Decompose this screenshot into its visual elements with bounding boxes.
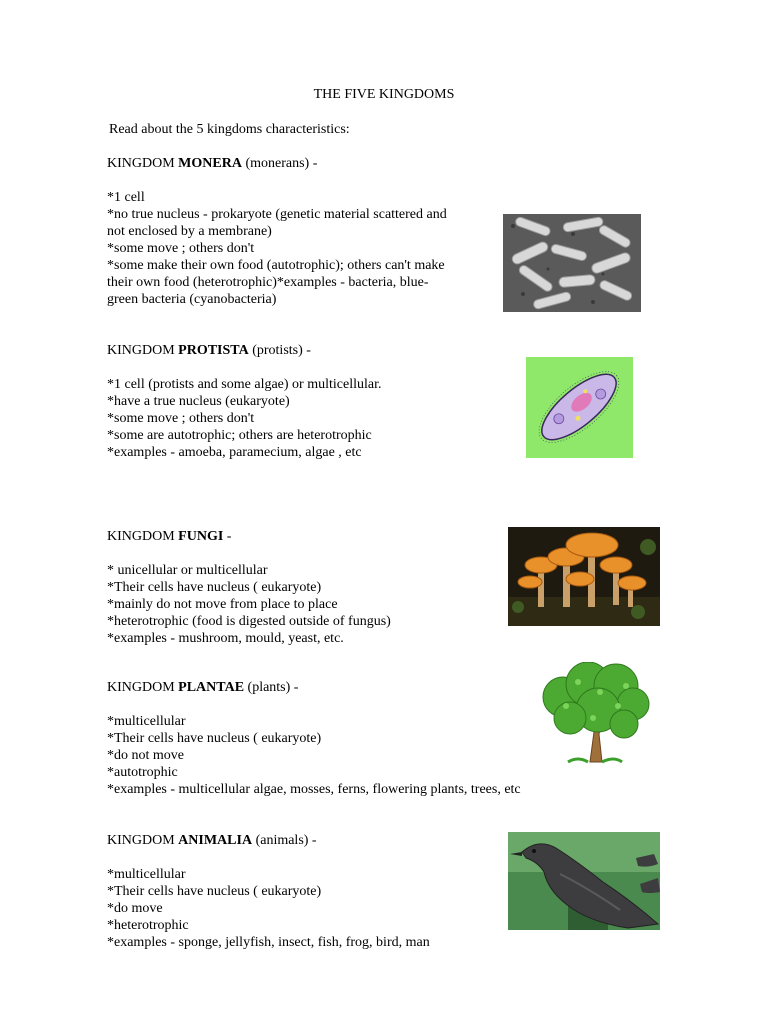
list-item: *multicellular bbox=[107, 867, 186, 882]
list-item: green bacteria (cyanobacteria) bbox=[107, 292, 277, 307]
list-item: *some move ; others don't bbox=[107, 411, 255, 426]
list-item: *mainly do not move from place to place bbox=[107, 597, 338, 612]
list-item: *examples - amoeba, paramecium, algae , etc bbox=[107, 445, 362, 460]
list-item: *no true nucleus - prokaryote (genetic material scattered and bbox=[107, 207, 447, 222]
paramecium-icon bbox=[526, 357, 633, 458]
list-item: *do not move bbox=[107, 748, 184, 763]
list-item: *some move ; others don't bbox=[107, 241, 255, 256]
list-item: *1 cell bbox=[107, 190, 145, 205]
kingdom-animalia-heading: KINGDOM ANIMALIA (animals) - bbox=[107, 833, 317, 848]
list-item: *heterotrophic bbox=[107, 918, 189, 933]
list-item: *examples - sponge, jellyfish, insect, fish, frog, bird, man bbox=[107, 935, 430, 950]
list-item: * unicellular or multicellular bbox=[107, 563, 268, 578]
kingdom-monera-heading: KINGDOM MONERA (monerans) - bbox=[107, 156, 318, 171]
list-item: *examples - multicellular algae, mosses, ferns, flowering plants, trees, etc bbox=[107, 782, 521, 797]
list-item: *some are autotrophic; others are heterotrophic bbox=[107, 428, 372, 443]
list-item: *Their cells have nucleus ( eukaryote) bbox=[107, 731, 322, 746]
list-item: *Their cells have nucleus ( eukaryote) bbox=[107, 580, 322, 595]
list-item: *autotrophic bbox=[107, 765, 178, 780]
bacteria-icon bbox=[503, 214, 641, 312]
list-item: *heterotrophic (food is digested outside of fungus) bbox=[107, 614, 391, 629]
list-item: *have a true nucleus (eukaryote) bbox=[107, 394, 290, 409]
list-item: their own food (heterotrophic)*examples - bacteria, blue- bbox=[107, 275, 429, 290]
tree-icon bbox=[538, 662, 652, 766]
kingdom-plantae-heading: KINGDOM PLANTAE (plants) - bbox=[107, 680, 299, 695]
list-item: not enclosed by a membrane) bbox=[107, 224, 272, 239]
list-item: *multicellular bbox=[107, 714, 186, 729]
kingdom-fungi-heading: KINGDOM FUNGI - bbox=[107, 529, 232, 544]
bird-icon bbox=[508, 832, 660, 930]
list-item: *examples - mushroom, mould, yeast, etc. bbox=[107, 631, 344, 646]
list-item: *some make their own food (autotrophic); others can't make bbox=[107, 258, 445, 273]
list-item: *do move bbox=[107, 901, 163, 916]
mushroom-icon bbox=[508, 527, 660, 626]
intro-text: Read about the 5 kingdoms characteristics: bbox=[109, 122, 350, 137]
kingdom-protista-heading: KINGDOM PROTISTA (protists) - bbox=[107, 343, 311, 358]
page-title: THE FIVE KINGDOMS bbox=[313, 87, 455, 102]
list-item: *1 cell (protists and some algae) or multicellular. bbox=[107, 377, 382, 392]
list-item: *Their cells have nucleus ( eukaryote) bbox=[107, 884, 322, 899]
